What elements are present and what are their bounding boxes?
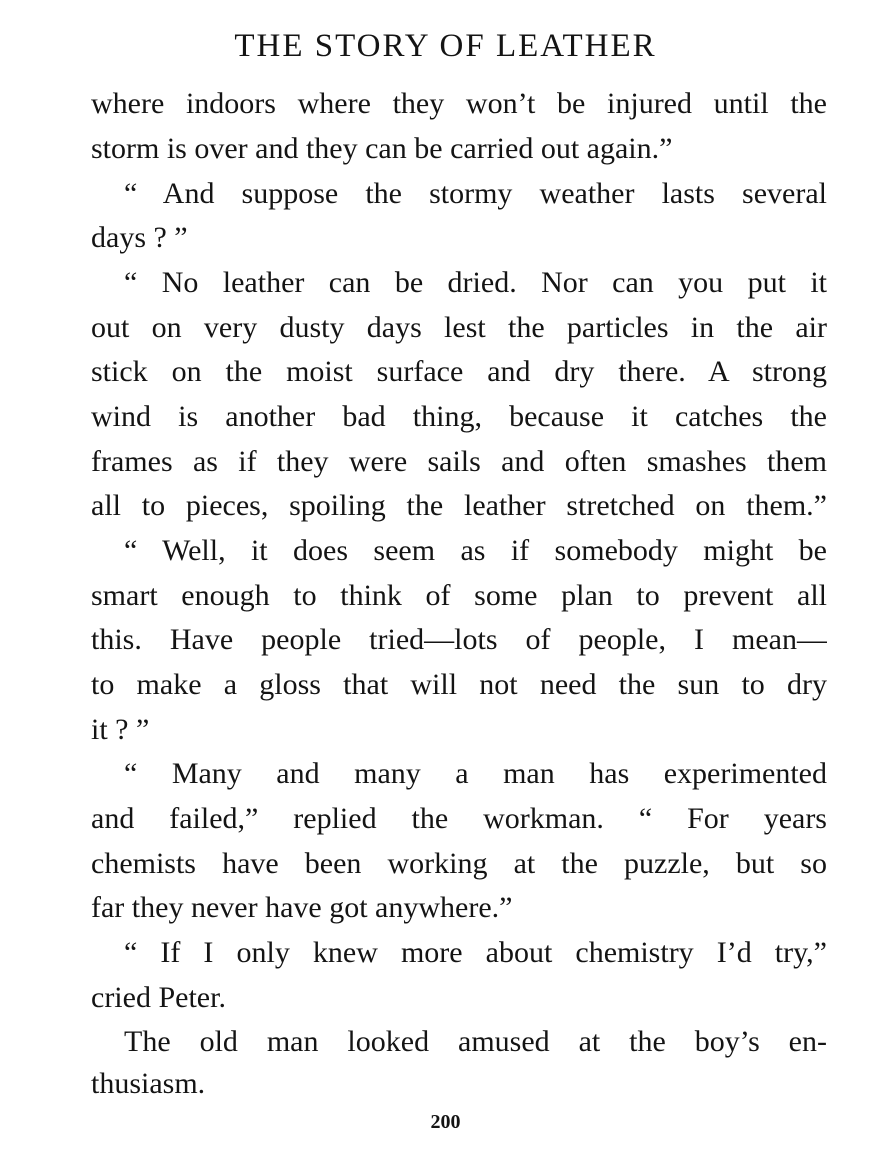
- text-line: “ Well, it does seem as if somebody might be: [124, 534, 827, 567]
- text-line: stick on the moist surface and dry there. A strong: [91, 355, 827, 388]
- text-line: out on very dusty days lest the particles in the air: [91, 311, 827, 344]
- text-line: “ If I only knew more about chemistry I’d try,”: [124, 936, 827, 969]
- text-line: where indoors where they won’t be injured until the: [91, 87, 827, 120]
- text-line: “ No leather can be dried. Nor can you put it: [124, 266, 827, 299]
- text-line: “ Many and many a man has experimented: [124, 757, 827, 790]
- text-line: days ? ”: [91, 221, 188, 254]
- text-line: wind is another bad thing, because it catches the: [91, 400, 827, 433]
- text-line: to make a gloss that will not need the sun to dry: [91, 668, 827, 701]
- text-line: this. Have people tried—lots of people, I mean—: [91, 623, 827, 656]
- text-line: storm is over and they can be carried out again.”: [91, 132, 673, 165]
- text-line: and failed,” replied the workman. “ For years: [91, 802, 827, 835]
- text-line: chemists have been working at the puzzle, but so: [91, 847, 827, 880]
- text-line: it ? ”: [91, 713, 150, 746]
- text-line: thusiasm.: [91, 1067, 206, 1100]
- text-line: frames as if they were sails and often smashes them: [91, 445, 827, 478]
- text-line: smart enough to think of some plan to prevent all: [91, 579, 827, 612]
- text-line: all to pieces, spoiling the leather stretched on them.”: [91, 489, 827, 522]
- text-line: cried Peter.: [91, 981, 226, 1014]
- text-line: The old man looked amused at the boy’s en-: [124, 1025, 827, 1058]
- running-head: THE STORY OF LEATHER: [234, 28, 657, 64]
- text-line: far they never have got anywhere.”: [91, 891, 513, 924]
- text-line: “ And suppose the stormy weather lasts several: [124, 177, 827, 210]
- page-number: 200: [430, 1111, 461, 1133]
